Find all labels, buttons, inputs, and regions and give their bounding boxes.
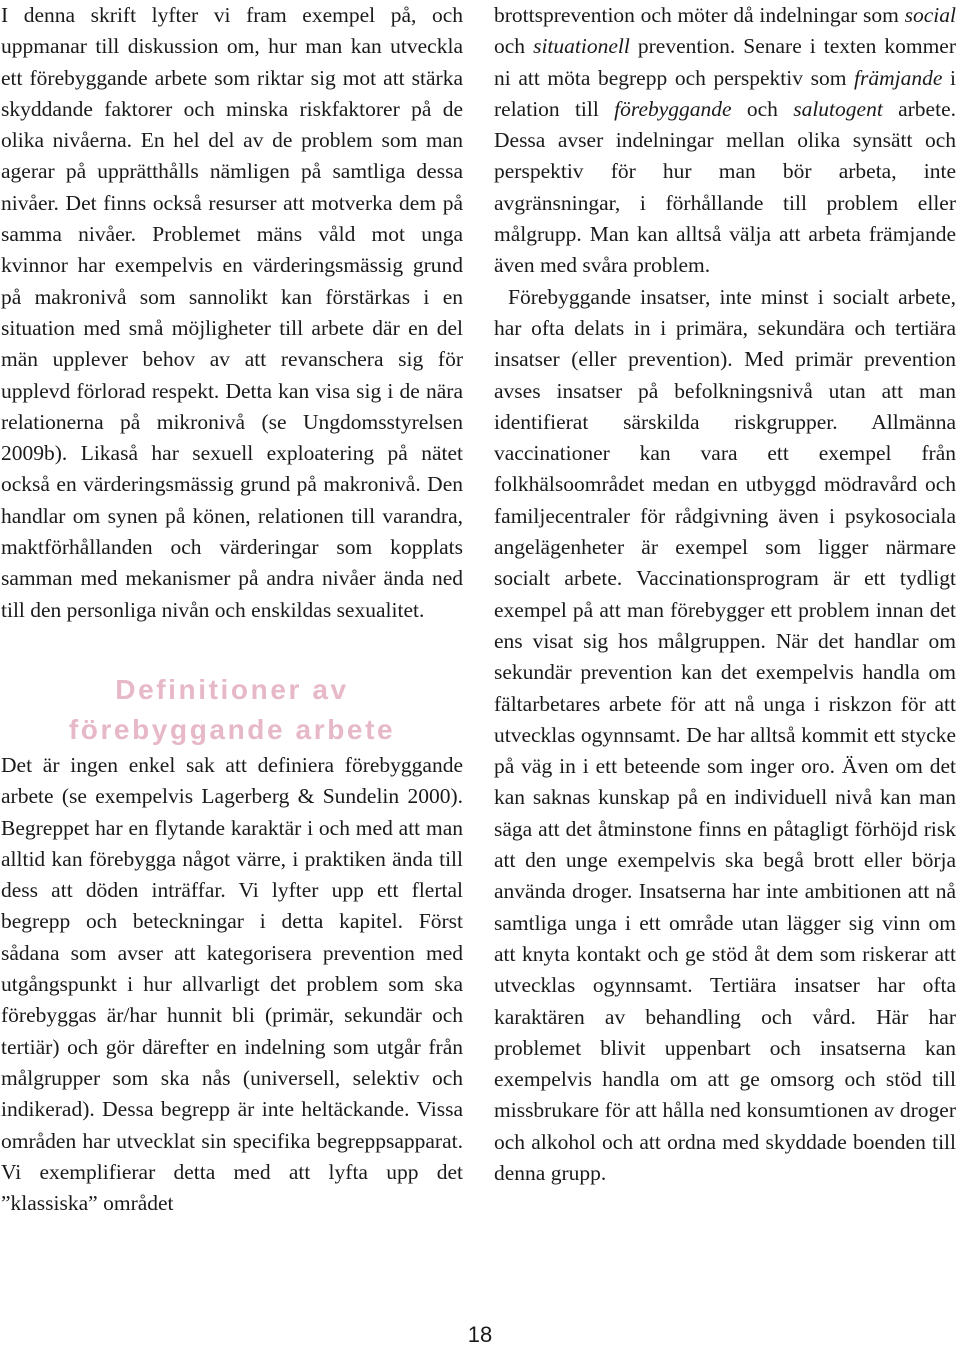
section-heading-line: Definitioner av bbox=[115, 673, 349, 705]
text-run: i relation till bbox=[494, 65, 957, 121]
text-run: och bbox=[494, 34, 534, 59]
body-paragraph: I denna skrift lyfter vi fram exempel på, och uppmanar till diskussion om, hur man kan utveckla ett förebyggande arbete som riktar sig mot att stärka skyddande faktorer och minska riskfaktorer på de olika nivåerna. En hel del av de problem som man agerar på upprätthålls nämligen på samtliga dessa nivåer. Det finns också resurser att motverka dem på samma nivåer. Problemet mäns våld mot unga kvinnor har exempelvis en värderingsmässig grund på makronivå som sannolikt kan förstärkas i en situation med små möjligheter till arbete där en del män upplever behov av att revanschera sig för upplevd förlorad respekt. Detta kan visa sig i de nära relationerna på mikronivå (se Ungdomsstyrelsen 2009b). Likaså har sexuell exploatering på nätet också en värderingsmässig grund på makronivå. Den handlar om synen på könen, relationen till varandra, maktförhållanden och värderingar som kopplats samman med mekanismer på andra nivåer ända ned till den personliga nivån och enskildas sexualitet. bbox=[1, 3, 463, 622]
right-column bbox=[494, 0, 956, 1189]
emphasis-term: främjande bbox=[854, 65, 943, 90]
emphasis-term: social bbox=[904, 3, 956, 27]
text-run: och bbox=[731, 96, 794, 121]
body-paragraph: Förebyggande insatser, inte minst i socialt arbete, har ofta delats in i primära, sekundära och tertiära insatser (eller prevention). Med primär prevention avses insatser på befolkningsnivå utan att man identifierat särskilda riskgrupper. Allmänna vaccinationer kan vara ett exempel från folkhälsoområdet medan en utbyggd mödravård och familjecentraler för rådgivning även i psykosociala angelägenheter är exempel som ligger närmare socialt arbete. Vaccinationsprogram är ett tydligt exempel på att man förebygger ett problem innan det ens visat sig hos målgruppen. När det handlar om sekundär prevention kan det exempelvis handla om fältarbetares arbete för att nå unga i riskzon för att utvecklas ogynnsamt. De har alltså kommit ett stycke på väg in i ett beteende som inger oro. Även om det kan saknas kunskap på en individuell nivå kan man säga att det åtminstone finns en påtagligt förhöjd risk att den unge exempelvis ska begå brott eller börja använda droger. Insatserna har inte ambitionen att nå samtliga unga i ett område utan lägger sig vinn om att knyta kontakt och ge stöd åt dem som riskerar att utvecklas ogynnsamt. Tertiära insatser har ofta karaktären av behandling och vård. Här har problemet blivit uppenbart och insatserna kan exempelvis handla om att ge omsorg och stöd till missbrukare för att hålla ned konsumtionen av droger och alkohol och att ordna med skyddade boenden till denna grupp. bbox=[494, 284, 956, 1185]
body-paragraph bbox=[494, 0, 956, 282]
emphasis-term: förebyggande bbox=[614, 96, 732, 121]
page-number: 18 bbox=[467, 1322, 493, 1347]
section-heading-line: förebyggande arbete bbox=[68, 713, 396, 745]
text-run: brottsprevention och möter då indelningar som bbox=[494, 3, 905, 27]
body-paragraph: Det är ingen enkel sak att definiera förebyggande arbete (se exempelvis Lagerberg & Sundelin 2000). Begreppet har en flytande karaktär i och med att man alltid kan förebygga något värre, i praktiken ända till dess att döden inträffar. Vi lyfter upp ett flertal begrepp och beteckningar i detta kapitel. Först sådana som avser att kategorisera prevention med utgångspunkt i hur allvarligt det problem som ska förebyggas är/har hunnit bli (primär, sekundär och tertiär) och gör därefter en indelning som utgår från målgrupper som ska nås (universell, selektiv och indikerad). Dessa begrepp är inte heltäckande. Vissa områden har utvecklat sin specifika begreppsapparat. Vi exemplifierar detta med att lyfta upp det ”klassiska” området bbox=[1, 752, 463, 1216]
emphasis-term: salutogent bbox=[793, 96, 883, 121]
text-run: prevention. Senare i texten kommer ni att möta begrepp och perspektiv som bbox=[494, 34, 957, 90]
section-heading bbox=[1, 670, 463, 750]
left-column bbox=[1, 0, 463, 1219]
text-run: arbete. Dessa avser indelningar mellan olika synsätt och perspektiv för hur man bör arbeta, inte avgränsningar, i förhållande till problem eller målgrupp. Man kan alltså välja att arbeta främjande även med svåra problem. bbox=[494, 96, 956, 278]
emphasis-term: situationell bbox=[533, 34, 630, 59]
